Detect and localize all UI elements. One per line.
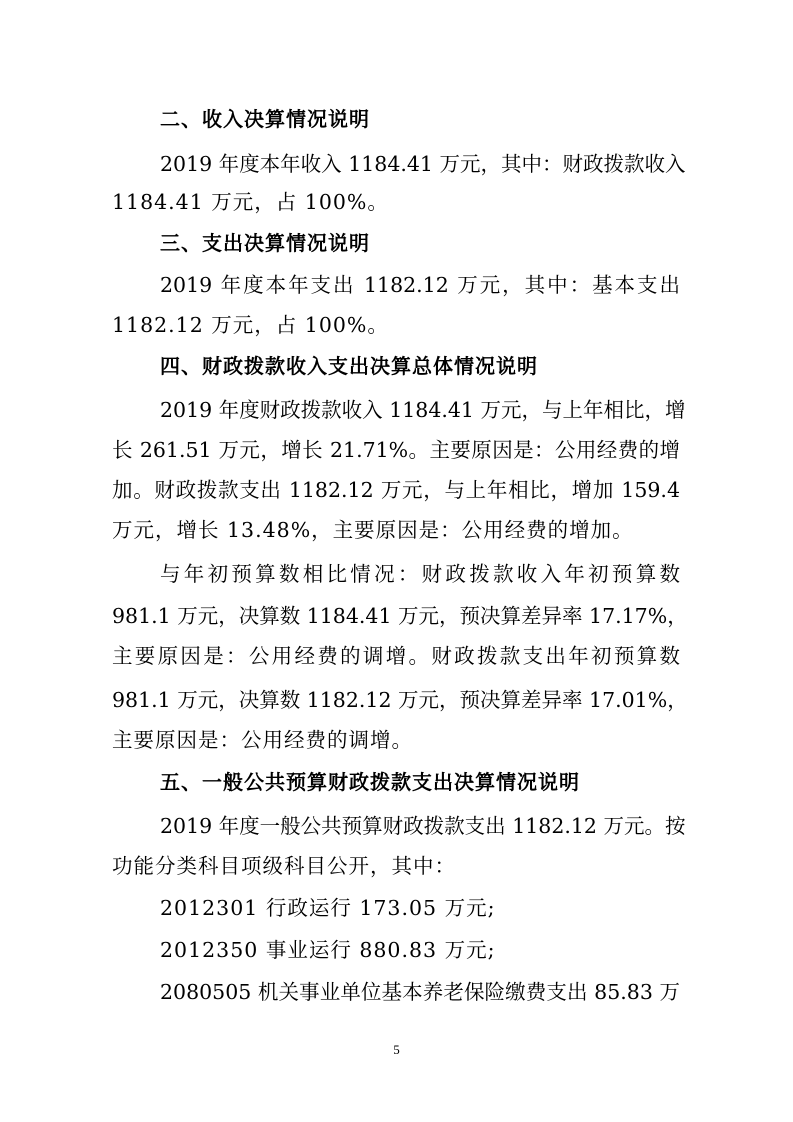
paragraph-line: 主要原因是：公用经费的调增。财政拨款支出年初预算数	[112, 644, 680, 668]
paragraph-line: 万元，增长 13.48%，主要原因是：公用经费的增加。	[112, 518, 634, 542]
paragraph-line: 2019 年度本年收入 1184.41 万元，其中：财政拨款收入	[160, 152, 686, 176]
paragraph-line: 2019 年度一般公共预算财政拨款支出 1182.12 万元。按	[160, 814, 686, 838]
list-item: 2080505 机关事业单位基本养老保险缴费支出 85.83 万	[160, 980, 680, 1004]
paragraph-line: 981.1 万元，决算数 1182.12 万元，预决算差异率 17.01%，	[112, 688, 688, 712]
paragraph-line: 长 261.51 万元，增长 21.71%。主要原因是：公用经费的增	[112, 438, 680, 462]
paragraph-line: 加。财政拨款支出 1182.12 万元，与上年相比，增加 159.4	[112, 478, 680, 502]
paragraph-line: 981.1 万元，决算数 1184.41 万元，预决算差异率 17.17%，	[112, 604, 688, 628]
section-heading-overall: 四、财政拨款收入支出决算总体情况说明	[160, 354, 538, 378]
paragraph-line: 主要原因是：公用经费的调增。	[112, 728, 413, 752]
list-item: 2012301 行政运行 173.05 万元;	[160, 896, 496, 920]
section-heading-general-budget: 五、一般公共预算财政拨款支出决算情况说明	[160, 770, 580, 794]
paragraph-line: 1182.12 万元，占 100%。	[112, 313, 389, 337]
section-heading-expenditure: 三、支出决算情况说明	[160, 231, 370, 255]
paragraph-line: 功能分类科目项级科目公开，其中：	[112, 854, 456, 878]
paragraph-line: 2019 年度财政拨款收入 1184.41 万元，与上年相比，增	[160, 398, 686, 422]
paragraph-line: 1184.41 万元，占 100%。	[112, 190, 389, 214]
page-number: 5	[393, 1042, 400, 1057]
list-item: 2012350 事业运行 880.83 万元;	[160, 938, 496, 962]
section-heading-income: 二、收入决算情况说明	[160, 107, 370, 131]
paragraph-line: 2019 年度本年支出 1182.12 万元，其中：基本支出	[160, 273, 680, 297]
paragraph-line: 与年初预算数相比情况：财政拨款收入年初预算数	[160, 562, 680, 586]
